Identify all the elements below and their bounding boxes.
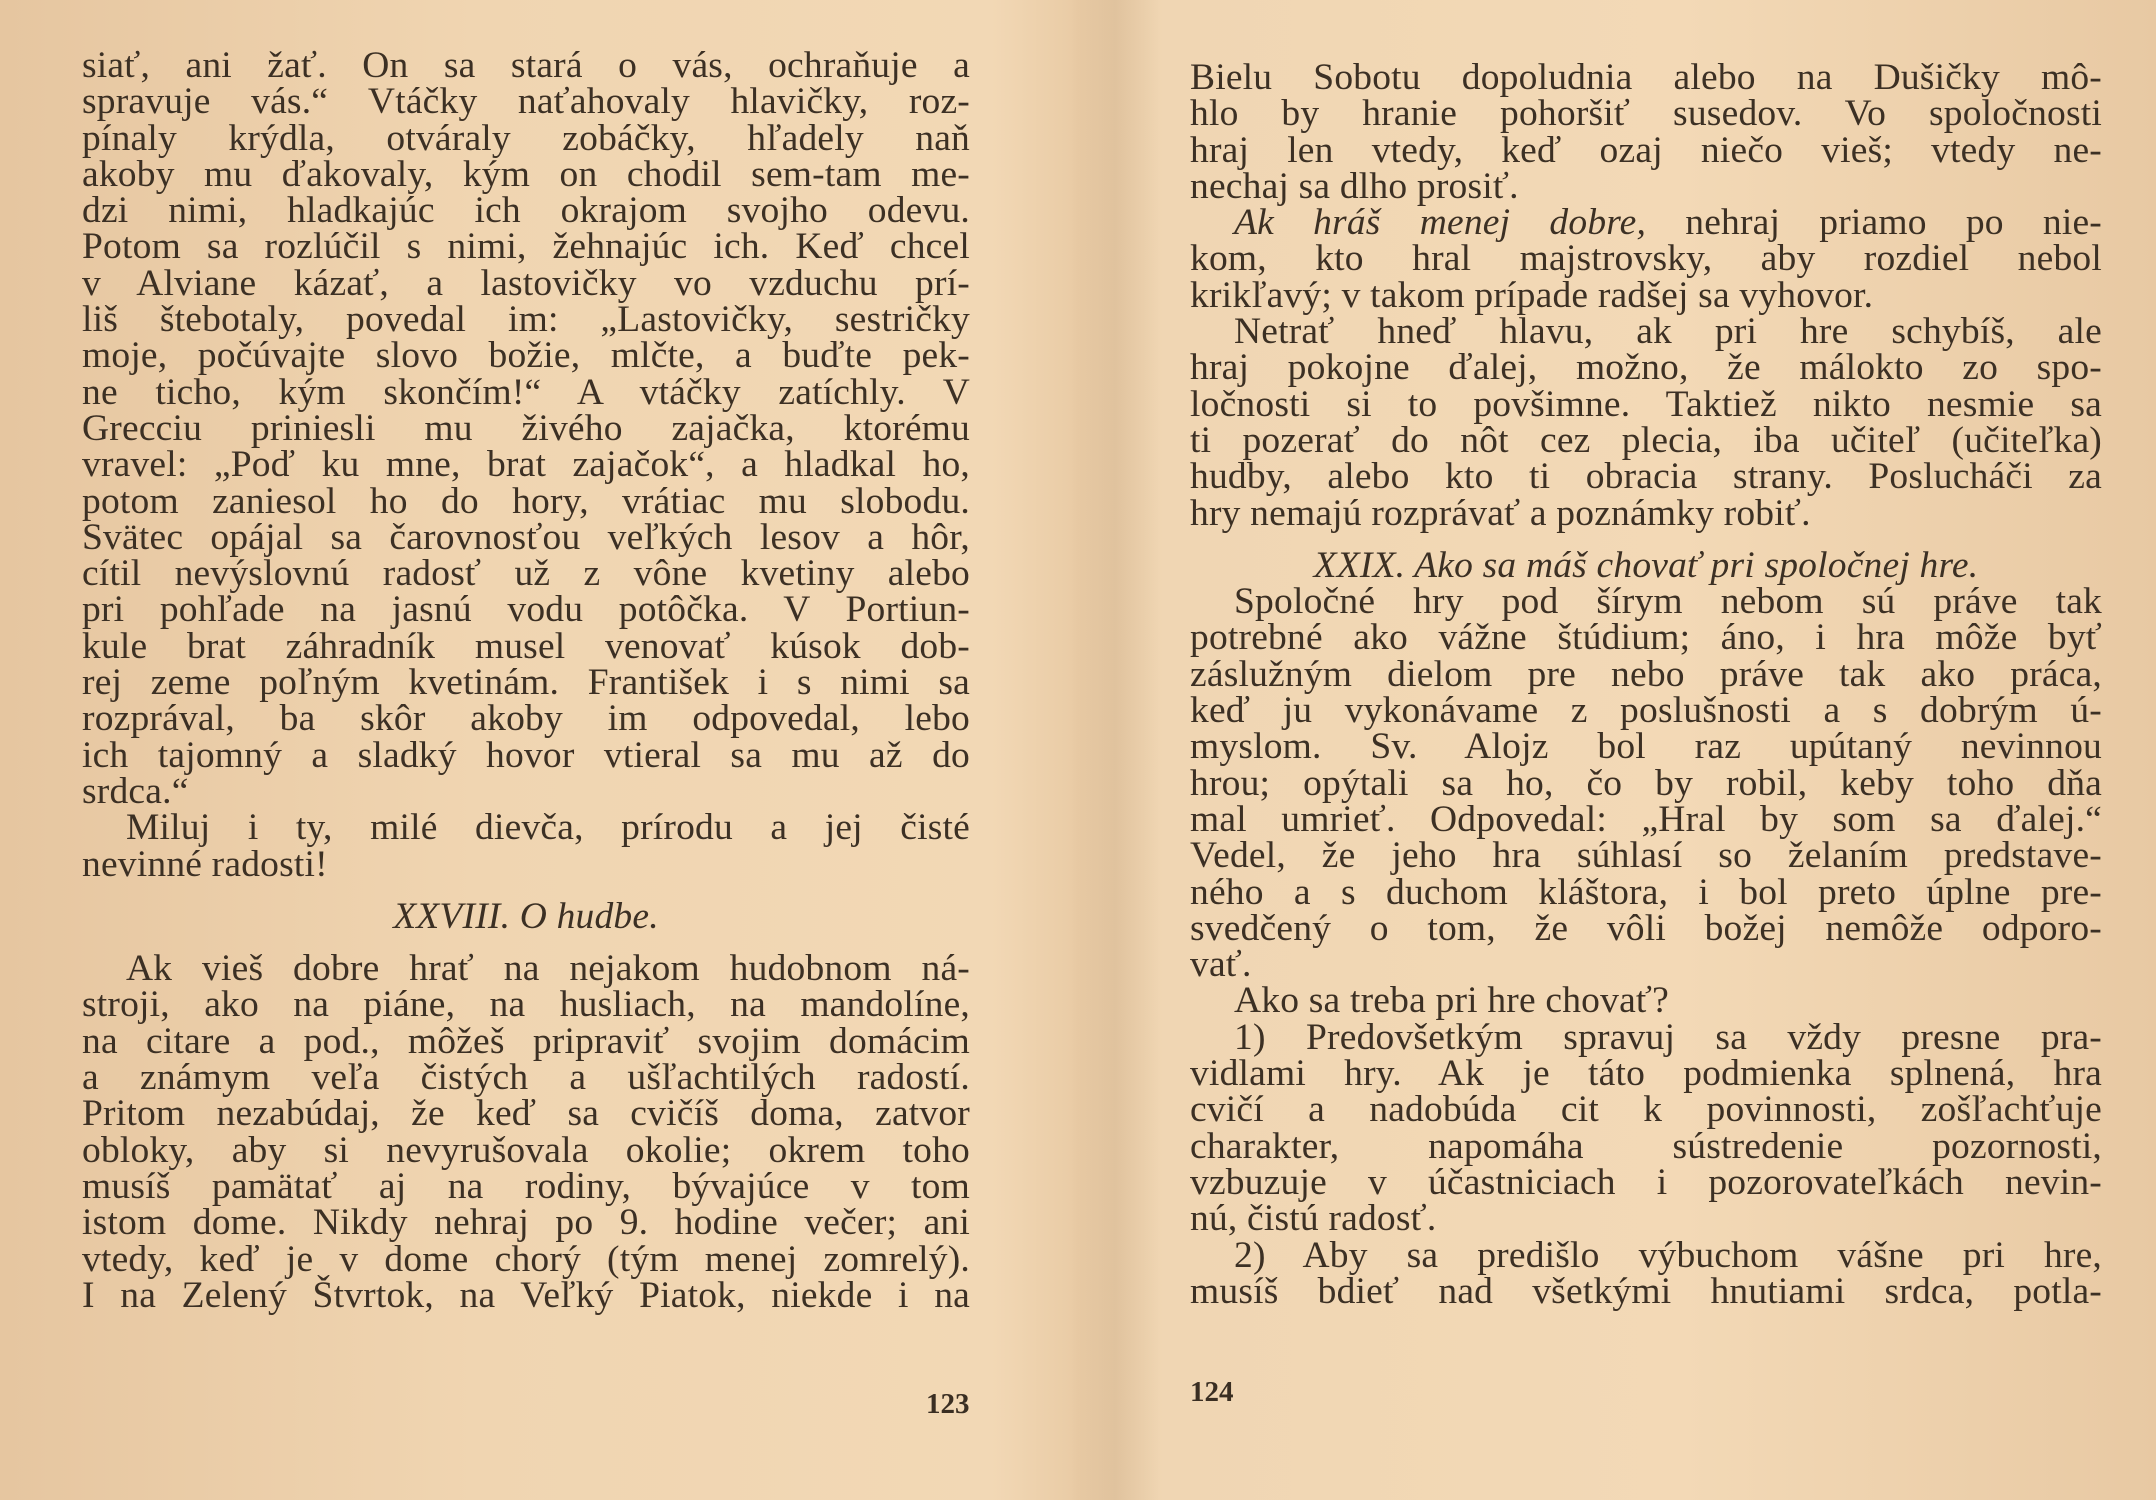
text-line: moje, počúvajte slovo božie, mlčte, a buďte pek- bbox=[82, 335, 970, 377]
text-line: vzbuzuje v účastniciach i pozorovateľkách nevin- bbox=[1190, 1161, 2102, 1203]
text-line: musíš pamätať aj na rodiny, bývajúce v tom bbox=[82, 1165, 970, 1207]
text-line: nevinné radosti! bbox=[82, 843, 328, 885]
text-line: 2) Aby sa predišlo výbuchom vášne pri hre, bbox=[1234, 1234, 2102, 1276]
text-line: 1) Predovšetkým spravuj sa vždy presne pra- bbox=[1234, 1016, 2102, 1058]
text-line: dzi nimi, hladkajúc ich okrajom svojho odevu. bbox=[82, 190, 970, 232]
text-line: pri pohľade na jasnú vodu potôčka. V Portiun- bbox=[82, 589, 970, 631]
text-line: vidlami hry. Ak je táto podmienka splnená, hra bbox=[1190, 1053, 2102, 1095]
text-line: hraj len vtedy, keď ozaj niečo vieš; vtedy ne- bbox=[1190, 129, 2102, 171]
text-line: myslom. Sv. Alojz bol raz upútaný nevinnou bbox=[1190, 726, 2102, 768]
text-line: keď ju vykonávame z poslušnosti a s dobrým ú- bbox=[1190, 690, 2102, 732]
text-line: liš štebotaly, povedal im: „Lastovičky, sestričky bbox=[82, 299, 970, 341]
text-line: hudby, alebo kto ti obracia strany. Poslucháči za bbox=[1190, 456, 2102, 498]
text-line: ne ticho, kým skončím!“ A vtáčky zatíchly. V bbox=[82, 371, 970, 413]
section-heading-xxviii: XXVIII. O hudbe. bbox=[393, 895, 659, 937]
text-line: na citare a pod., môžeš pripraviť svojim domácim bbox=[82, 1020, 970, 1062]
page-number: 123 bbox=[926, 1388, 970, 1420]
text-line: akoby mu ďakovaly, kým on chodil sem-tam me- bbox=[82, 153, 970, 195]
text-line: nechaj sa dlho prosiť. bbox=[1190, 165, 1519, 207]
text-line: vať. bbox=[1190, 944, 1252, 986]
text-line: ločnosti si to povšimne. Taktiež nikto nesmie sa bbox=[1190, 383, 2102, 425]
text-line: Vedel, že jeho hra súhlasí so želaním predstave- bbox=[1190, 835, 2102, 877]
text-line: Netrať hneď hlavu, ak pri hre schybíš, ale bbox=[1234, 311, 2102, 353]
text-line: svedčený o tom, že vôli božej nemôže odporo- bbox=[1190, 907, 2102, 949]
text-line: istom dome. Nikdy nehraj po 9. hodine večer; ani bbox=[82, 1202, 970, 1244]
text-line: hlo by hranie pohoršiť susedov. Vo spoločnosti bbox=[1190, 93, 2102, 135]
text-line: Ak vieš dobre hrať na nejakom hudobnom ná- bbox=[126, 948, 970, 990]
text-line: cvičí a nadobúda cit k povinnosti, zošľachťuje bbox=[1190, 1089, 2102, 1131]
text-line: Spoločné hry pod šírym nebom sú práve tak bbox=[1234, 581, 2102, 623]
right-page bbox=[1078, 0, 2156, 1500]
left-page-text bbox=[82, 45, 970, 1316]
text-line: vravel: „Poď ku mne, brat zajačok“, a hladkal ho, bbox=[82, 444, 970, 486]
text-line: Bielu Sobotu dopoludnia alebo na Dušičky mô- bbox=[1190, 57, 2102, 98]
section-heading-xxix: XXIX. Ako sa máš chovať pri spoločnej hre. bbox=[1313, 544, 1979, 586]
text-line: Pritom nezabúdaj, že keď sa cvičíš doma, zatvor bbox=[82, 1093, 970, 1135]
text-line: spravuje vás.“ Vtáčky naťahovaly hlavičky, roz- bbox=[82, 81, 970, 123]
text-line: charakter, napomáha sústredenie pozornosti, bbox=[1190, 1125, 2102, 1167]
text-line: rej zeme poľným kvetinám. František i s nimi sa bbox=[82, 662, 970, 704]
text-line: hraj pokojne ďalej, možno, že málokto zo spo- bbox=[1190, 347, 2102, 389]
text-line: Grecciu priniesli mu živého zajačka, ktorému bbox=[82, 407, 970, 449]
text-line: kom, kto hral majstrovsky, aby rozdiel nebol bbox=[1190, 238, 2102, 280]
text-line: nú, čistú radosť. bbox=[1190, 1198, 1437, 1240]
text-line: v Alviane kázať, a lastovičky vo vzduchu prí- bbox=[82, 262, 970, 304]
text-line: pínaly krýdla, otváraly zobáčky, hľadely naň bbox=[82, 117, 970, 159]
lead-rest: nehraj priamo po nie- bbox=[1646, 202, 2102, 244]
text-line: I na Zelený Štvrtok, na Veľký Piatok, niekde i na bbox=[82, 1274, 970, 1316]
text-line: vtedy, keď je v dome chorý (tým menej zomrelý). bbox=[82, 1238, 970, 1280]
page-number: 124 bbox=[1190, 1376, 1234, 1408]
text-line: hry nemajú rozprávať a poznámky robiť. bbox=[1190, 492, 1811, 534]
text-line: ného a s duchom kláštora, i bol preto úplne pre- bbox=[1190, 871, 2102, 913]
text-line: obloky, aby si nevyrušovala okolie; okrem toho bbox=[82, 1129, 970, 1171]
text-line: Ako sa treba pri hre chovať? bbox=[1234, 980, 1669, 1022]
text-line: stroji, ako na piáne, na husliach, na mandolíne, bbox=[82, 984, 970, 1026]
text-line: ich tajomný a sladký hovor vtieral sa mu až do bbox=[82, 734, 970, 776]
text-line: záslužným dielom pre nebo práve tak ako práca, bbox=[1190, 653, 2102, 695]
text-line bbox=[1190, 202, 2102, 244]
text-line: cítil nevýslovnú radosť už z vône kvetiny alebo bbox=[82, 553, 970, 595]
right-page-text bbox=[1190, 57, 2102, 1312]
text-line: krikľavý; v takom prípade radšej sa vyhovor. bbox=[1190, 274, 1874, 316]
text-line: mal umrieť. Odpovedal: „Hral by som sa ďalej.“ bbox=[1190, 798, 2102, 840]
text-line: srdca.“ bbox=[82, 770, 189, 812]
text-line: potrebné ako vážne štúdium; áno, i hra môže byť bbox=[1190, 617, 2102, 659]
text-line: Miluj i ty, milé dievča, prírodu a jej čisté bbox=[126, 807, 970, 849]
text-line: musíš bdieť nad všetkými hnutiami srdca, potla- bbox=[1190, 1270, 2102, 1312]
text-line: Potom sa rozlúčil s nimi, žehnajúc ich. Keď chcel bbox=[82, 226, 970, 268]
text-line: siať, ani žať. On sa stará o vás, ochraňuje a bbox=[82, 45, 970, 86]
text-line: kule brat záhradník musel venovať kúsok dob- bbox=[82, 625, 970, 667]
text-line: rozprával, ba skôr akoby im odpovedal, lebo bbox=[82, 698, 970, 740]
text-line: Svätec opájal sa čarovnosťou veľkých lesov a hôr, bbox=[82, 516, 970, 558]
text-line: hrou; opýtali sa ho, čo by robil, keby toho dňa bbox=[1190, 762, 2102, 804]
italic-lead: Ak hráš menej dobre, bbox=[1234, 202, 1647, 244]
text-line: ti pozerať do nôt cez plecia, iba učiteľ (učiteľka) bbox=[1190, 419, 2102, 461]
text-line: a známym veľa čistých a ušľachtilých radostí. bbox=[82, 1057, 970, 1099]
text-line: potom zaniesol ho do hory, vrátiac mu slobodu. bbox=[82, 480, 970, 522]
